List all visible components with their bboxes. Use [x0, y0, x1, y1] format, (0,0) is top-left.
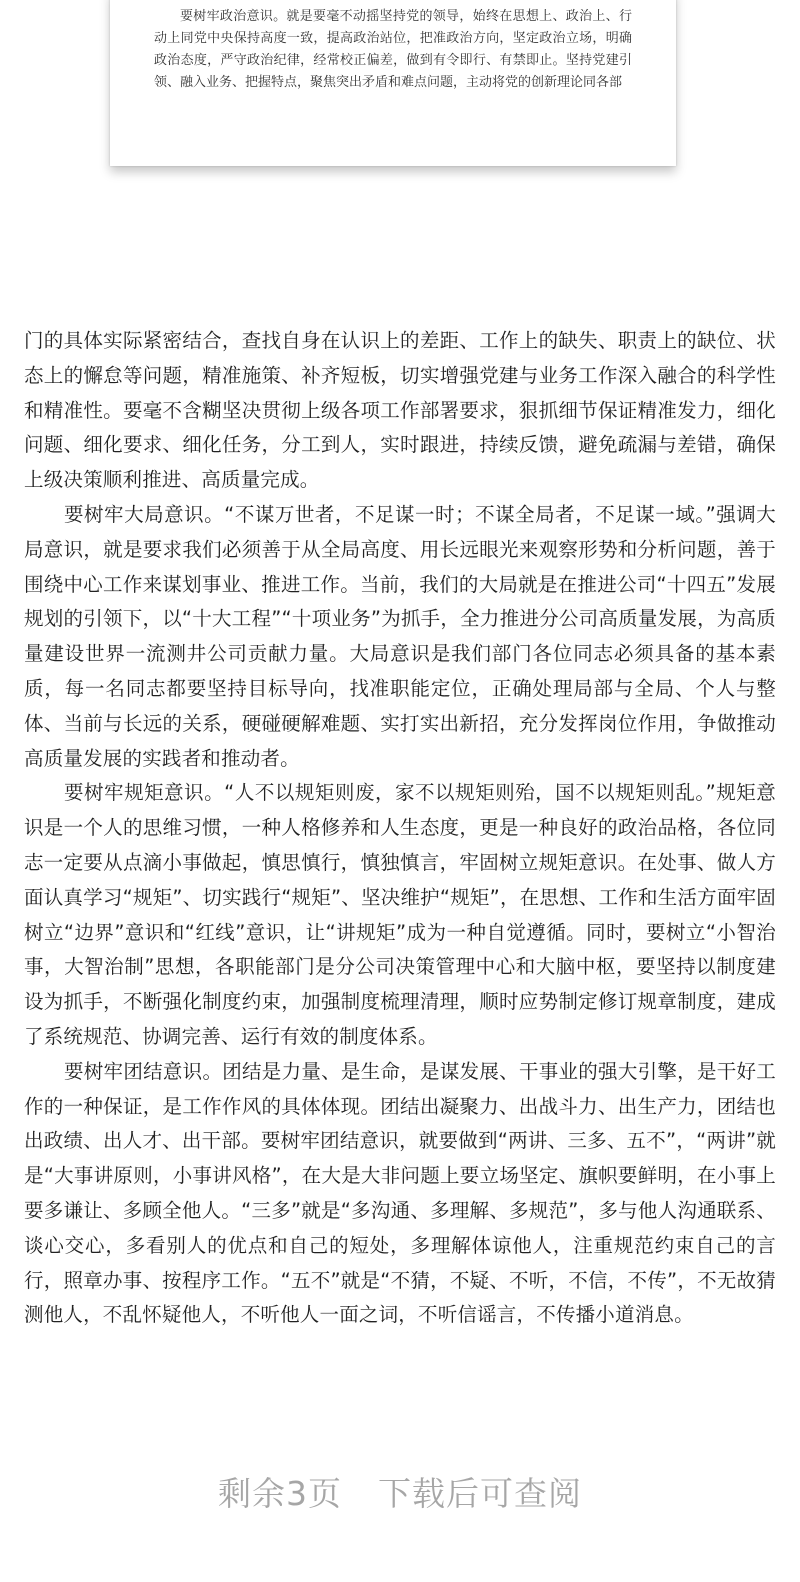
paragraph-1: 门的具体实际紧密结合，查找自身在认识上的差距、工作上的缺失、职责上的缺位、状态上的懈怠等问题，精准施策、补齐短板，切实增强党建与业务工作深入融合的科学性和精准性。要毫不含糊坚决贯彻上级各项工作部署要求，狠抓细节保证精准发力，细化问题、细化要求、细化任务，分工到人，实时跟进，持续反馈，避免疏漏与差错，确保上级决策顺利推进、高质量完成。: [24, 329, 776, 492]
document-body: [24, 324, 776, 1333]
download-more-banner[interactable]: [0, 1468, 800, 1515]
download-to-view-text: 下载后可查阅: [378, 1474, 582, 1513]
page-preview-card: [110, 0, 676, 166]
paragraph-2: 要树牢大局意识。“不谋万世者，不足谋一时；不谋全局者，不足谋一域。”强调大局意识，就是要求我们必须善于从全局高度、用长远眼光来观察形势和分析问题，善于围绕中心工作来谋划事业、推进工作。当前，我们的大局就是在推进公司“十四五”发展规划的引领下，以“十大工程”“十项业务”为抓手，全力推进分公司高质量发展，为高质量建设世界一流测井公司贡献力量。大局意识是我们部门各位同志必须具备的基本素质，每一名同志都要坚持目标导向，找准职能定位，正确处理局部与全局、个人与整体、当前与长远的关系，硬碰硬解难题、实打实出新招，充分发挥岗位作用，争做推动高质量发展的实践者和推动者。: [24, 502, 776, 770]
paragraph-3: 要树牢规矩意识。“人不以规矩则废，家不以规矩则殆，国不以规矩则乱。”规矩意识是一个人的思维习惯，一种人格修养和人生态度，更是一种良好的政治品格，各位同志一定要从点滴小事做起，慎思慎行，慎独慎言，牢固树立规矩意识。在处事、做人方面认真学习“规矩”、切实践行“规矩”、坚决维护“规矩”，在思想、工作和生活方面牢固树立“边界”意识和“红线”意识，让“讲规矩”成为一种自觉遵循。同时，要树立“小智治事，大智治制”思想，各职能部门是分公司决策管理中心和大脑中枢，要坚持以制度建设为抓手，不断强化制度约束，加强制度梳理清理，顺时应势制定修订规章制度，建成了系统规范、协调完善、运行有效的制度体系。: [24, 781, 776, 1048]
preview-paragraph: 要树牢政治意识。就是要毫不动摇坚持党的领导，始终在思想上、政治上、行动上同党中央保持高度一致，提高政治站位，把准政治方向，坚定政治立场，明确政治态度，严守政治纪律，经常校正偏差，做到有令即行、有禁即止。坚持党建引领、融入业务、把握特点，聚焦突出矛盾和难点问题，主动将党的创新理论同各部: [154, 9, 632, 90]
paragraph-4: 要树牢团结意识。团结是力量、是生命，是谋发展、干事业的强大引擎，是干好工作的一种保证，是工作作风的具体体现。团结出凝聚力、出战斗力、出生产力，团结也出政绩、出人才、出干部。要树牢团结意识，就要做到“两讲、三多、五不”，“两讲”就是“大事讲原则，小事讲风格”，在大是大非问题上要立场坚定、旗帜要鲜明，在小事上要多谦让、多顾全他人。“三多”就是“多沟通、多理解、多规范”，多与他人沟通联系、谈心交心，多看别人的优点和自己的短处，多理解体谅他人，注重规范约束自己的言行，照章办事、按程序工作。“五不”就是“不猜，不疑、不听，不信，不传”，不无故猜测他人，不乱怀疑他人，不听他人一面之词，不听信谣言，不传播小道消息。: [24, 1059, 776, 1327]
remaining-pages-text: 剩余3页: [218, 1474, 342, 1513]
